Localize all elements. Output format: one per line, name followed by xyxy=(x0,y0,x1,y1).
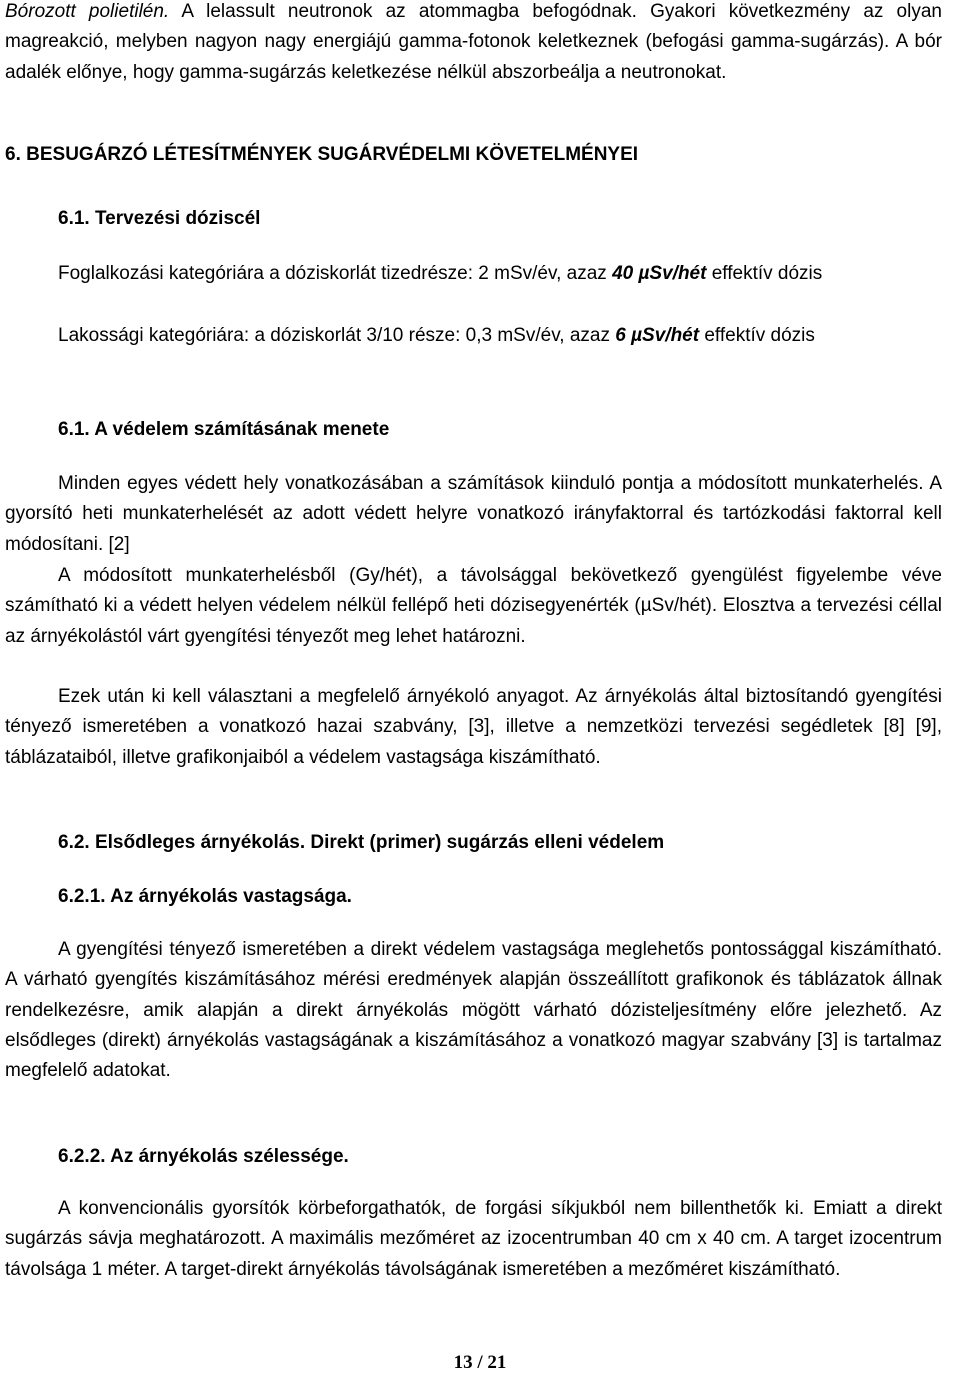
thickness-paragraph: A gyengítési tényező ismeretében a direkt védelem vastagsága meglehetős pontossággal kiszámítható. A várható gyengítés kiszámításához mérési eredmények alapján összeállított grafikonok és táblázatok állnak rendelkezésre, amik alapján a direkt árnyékolás mögött várható dózisteljesítmény előre jelezhető. Az elsődleges (direkt) árnyékolás vastagságának a kiszámításához a vonatkozó magyar szabvány [3] is tartalmaz megfelelő adatokat. xyxy=(5,939,942,1082)
calc-paragraph-1: Minden egyes védett hely vonatkozásában a számítások kiinduló pontja a módosított munkaterhelés. A gyorsító heti munkaterhelését az adott védett helyre vonatkozó irányfaktorral és tartózkodási faktorral kell módosítani. [2] xyxy=(5,473,942,555)
section-6-1-calc-heading: 6.1. A védelem számításának menete xyxy=(58,419,390,440)
section-6-2-1-heading: 6.2.1. Az árnyékolás vastagsága. xyxy=(58,886,352,907)
occupational-dose-value: 40 µSv/hét xyxy=(612,263,707,284)
occupational-dose-text: Foglalkozási kategóriára a dóziskorlát tizedrésze: 2 mSv/év, azaz xyxy=(58,263,613,284)
public-dose-text: Lakossági kategóriára: a dóziskorlát 3/10 része: 0,3 mSv/év, azaz xyxy=(58,325,616,346)
intro-text: A lelassult neutronok az atommagba befogódnak. Gyakori következmény az olyan magreakció, melyben nagyon nagy energiájú gamma-fotonok keletkeznek (befogási gamma-sugárzás). A bór adalék előnye, hogy gamma-sugárzás keletkezése nélkül abszorbeálja a neutronokat. xyxy=(5,1,942,83)
section-6-2-2-heading: 6.2.2. Az árnyékolás szélessége. xyxy=(58,1146,349,1167)
section-6-1-heading: 6.1. Tervezési dóziscél xyxy=(58,208,261,229)
occupational-dose-paragraph xyxy=(5,259,942,289)
intro-paragraph xyxy=(5,0,942,88)
section-6-2-heading: 6.2. Elsődleges árnyékolás. Direkt (primer) sugárzás elleni védelem xyxy=(58,832,665,853)
width-paragraph: A konvencionális gyorsítók körbeforgathatók, de forgási síkjukból nem billenthetők ki. Emiatt a direkt sugárzás sávja meghatározott. A maximális mezőméret az izocentrumban 40 cm x 40 cm. A target izocentrum távolsága 1 méter. A target-direkt árnyékolás távolságának ismeretében a mezőméret kiszámítható. xyxy=(5,1198,942,1280)
intro-italic-term: Bórozott polietilén. xyxy=(5,1,170,22)
calc-paragraph-3: Ezek után ki kell választani a megfelelő árnyékoló anyagot. Az árnyékolás által biztosítandó gyengítési tényező ismeretében a vonatkozó hazai szabvány, [3], illetve a nemzetközi tervezési segédletek [8] [9], táblázataiból, illetve grafikonjaiból a védelem vastagsága kiszámítható. xyxy=(5,686,942,768)
section-6-heading: 6. BESUGÁRZÓ LÉTESÍTMÉNYEK SUGÁRVÉDELMI KÖVETELMÉNYEI xyxy=(5,144,639,165)
occupational-dose-suffix: effektív dózis xyxy=(706,263,823,284)
page-number: 13 / 21 xyxy=(453,1352,507,1373)
public-dose-paragraph xyxy=(5,321,942,351)
public-dose-value: 6 µSv/hét xyxy=(615,325,700,346)
public-dose-suffix: effektív dózis xyxy=(699,325,815,346)
calc-paragraph-2: A módosított munkaterhelésből (Gy/hét), a távolsággal bekövetkező gyengülést figyelembe véve számítható ki a védett helyen védelem nélkül fellépő heti dózisegyenérték (µSv/hét). Elosztva a tervezési céllal az árnyékolástól várt gyengítési tényezőt meg lehet határozni. xyxy=(5,565,942,647)
